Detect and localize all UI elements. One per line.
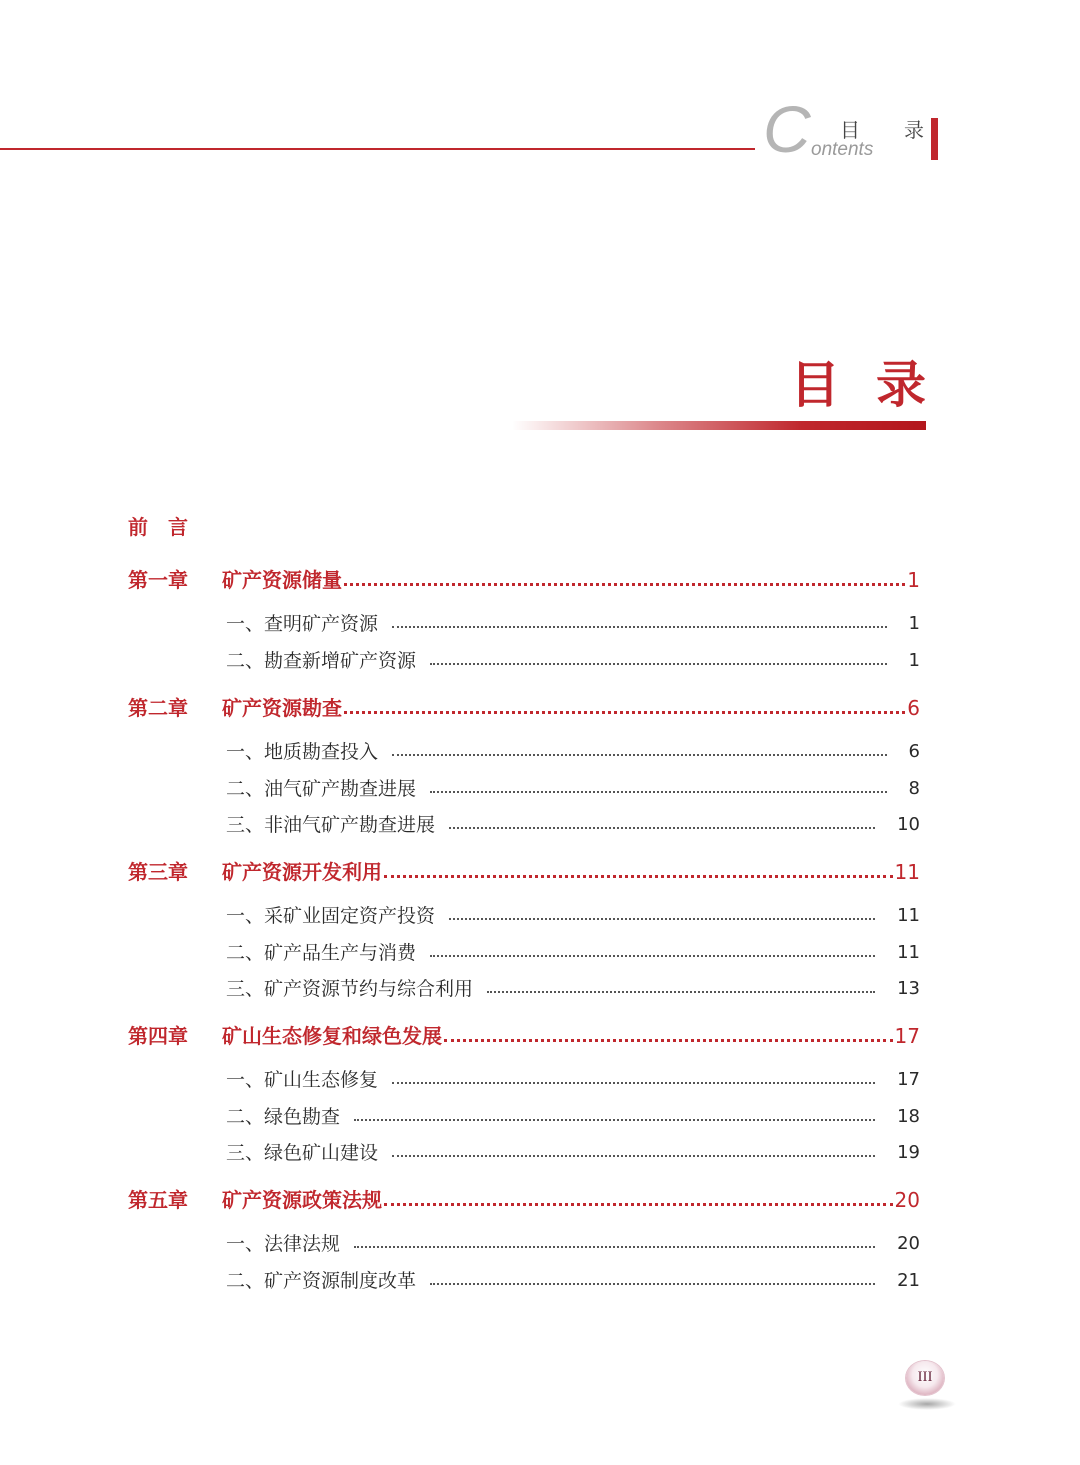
section-page-number: 8 [908, 777, 920, 799]
section-leader-dots [430, 791, 887, 793]
chapter-leader-dots [384, 875, 893, 878]
section-page-number: 20 [897, 1233, 920, 1254]
section-leader-dots [449, 827, 875, 829]
section-leader-dots [392, 626, 887, 628]
section-title: 三、绿色矿山建设 [226, 1142, 379, 1164]
chapter-page-number: 20 [894, 1188, 920, 1212]
section-leader-dots [430, 1283, 875, 1285]
header-mu: 目 [840, 118, 860, 142]
section-page-number: 13 [897, 978, 920, 999]
section-leader-dots [354, 1119, 875, 1121]
header-lu: 录 [904, 118, 924, 142]
chapter-leader-dots [344, 583, 905, 586]
section-page-number: 1 [908, 649, 920, 671]
section-page-number: 17 [897, 1069, 920, 1090]
section-leader-dots [392, 1082, 875, 1084]
chapter-page-number: 17 [894, 1024, 920, 1048]
section-page-number: 18 [897, 1105, 920, 1127]
page-number-shadow [898, 1398, 956, 1410]
section-page-number: 11 [897, 941, 920, 963]
section-page-number: 19 [897, 1142, 920, 1163]
section-page-number: 21 [897, 1269, 920, 1291]
section-leader-dots [354, 1246, 875, 1248]
section-leader-dots [430, 663, 887, 665]
chapter-page-number: 1 [907, 568, 920, 592]
section-page-number: 10 [897, 814, 920, 835]
section-title: 二、油气矿产勘查进展 [226, 777, 417, 800]
page-title: 目录 [790, 356, 962, 414]
section-title: 二、绿色勘查 [226, 1105, 341, 1128]
section-title: 三、矿产资源节约与综合利用 [226, 978, 474, 1000]
section-title: 二、矿产品生产与消费 [226, 941, 417, 964]
chapter-title: 矿产资源储量 [222, 568, 342, 592]
chapter-title: 矿产资源开发利用 [222, 860, 382, 884]
chapter-title: 矿产资源勘查 [222, 696, 342, 720]
section-leader-dots [392, 754, 887, 756]
section-page-number: 11 [897, 905, 920, 926]
section-leader-dots [392, 1155, 875, 1157]
section-title: 三、非油气矿产勘查进展 [226, 814, 436, 836]
section-title: 一、查明矿产资源 [226, 613, 379, 635]
chapter-leader-dots [444, 1039, 893, 1042]
section-title: 二、勘查新增矿产资源 [226, 649, 417, 672]
header-ontents: ontents [811, 139, 874, 160]
section-title: 一、采矿业固定资产投资 [226, 905, 436, 927]
chapter-number: 第二章 [128, 696, 188, 720]
section-page-number: 1 [908, 613, 920, 634]
chapter-number: 第一章 [128, 568, 188, 592]
section-page-number: 6 [908, 741, 920, 762]
chapter-title: 矿山生态修复和绿色发展 [222, 1024, 442, 1048]
chapter-number: 第四章 [128, 1024, 188, 1048]
toc-preface[interactable]: 前言 [128, 515, 208, 539]
section-title: 二、矿产资源制度改革 [226, 1269, 417, 1292]
chapter-number: 第五章 [128, 1188, 188, 1212]
chapter-leader-dots [344, 711, 905, 714]
section-leader-dots [487, 991, 875, 993]
chapter-number: 第三章 [128, 860, 188, 884]
header-c-letter: C [763, 92, 811, 166]
chapter-leader-dots [384, 1203, 893, 1206]
section-title: 一、地质勘查投入 [226, 741, 379, 763]
page-number: III [917, 1369, 933, 1385]
section-title: 一、矿山生态修复 [226, 1069, 379, 1091]
chapter-page-number: 6 [907, 696, 920, 720]
section-leader-dots [449, 918, 875, 920]
section-title: 一、法律法规 [226, 1233, 341, 1255]
chapter-title: 矿产资源政策法规 [222, 1188, 382, 1212]
section-leader-dots [430, 955, 875, 957]
chapter-page-number: 11 [894, 860, 920, 884]
